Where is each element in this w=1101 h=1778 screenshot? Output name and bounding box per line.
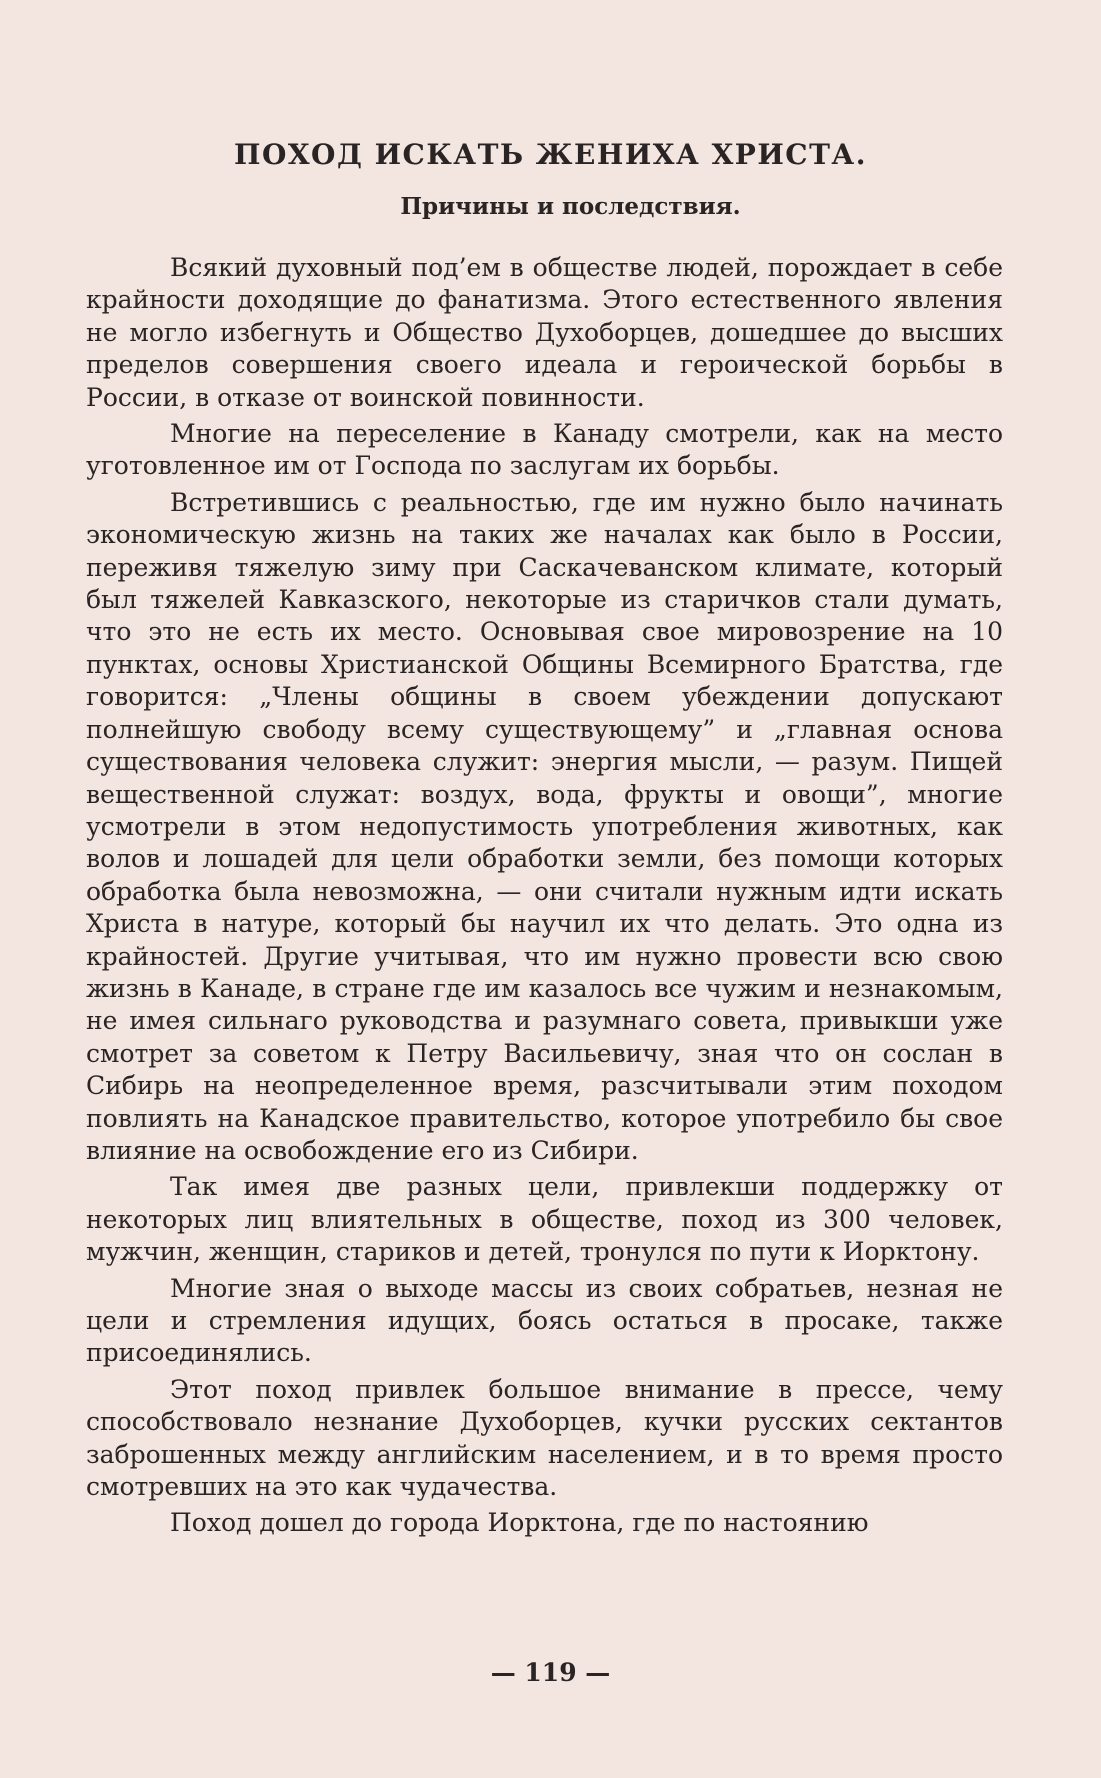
body-text [86,252,1003,1544]
paragraph: Этот поход привлек большое внимание в прессе, чему способствовало незнание Духоборцев, кучки русских сектантов заброшенных между английским населением, и в то время просто смотревших на это как чудачества. [86,1374,1003,1502]
chapter-title: ПОХОД ИСКАТЬ ЖЕНИХА ХРИСТА. [234,138,867,171]
paragraph: Поход дошел до города Иорктона, где по настоянию [170,1508,869,1538]
paragraph: Так имея две разных цели, привлекши поддержку от некоторых лиц влиятельных в обществе, поход из 300 человек, мужчин, женщин, стариков и детей, тронулся по пути к Иорктону. [86,1172,1003,1267]
paragraph: Всякий духовный под’ем в обществе людей, порождает в себе крайности доходящие до фанатизма. Этого естественного явления не могло избегнуть и Общество Духоборцев, дошедшее до высших пределов совершения своего идеала и героической борьбы в России, в отказе от воинской повинности. [86,253,1003,412]
paragraph: Многие на переселение в Канаду смотрели, как на место уготовленное им от Господа по заслугам их борьбы. [86,419,1003,481]
page-number: — 119 — [490,1658,611,1687]
paragraph: Многие зная о выходе массы из своих собратьев, незная не цели и стремления идущих, боясь остаться в просаке, также присоединялись. [86,1273,1003,1368]
paragraph: Встретившись с реальностью, где им нужно было начинать экономическую жизнь на таких же началах как было в России, переживя тяжелую зиму при Саскачеванском климате, который был тяжелей Кавказского, некоторые из старичков стали думать, что это не есть их место. Основывая свое мировозрение на 10 пунктах, основы Христианской Общины Всемирного Братства, где говорится: „Члены общины в своем убеждении допускают полнейшую свободу всему существующему” и „главная основа существования человека служит: энергия мысли, — разум. Пищей вещественной служат: воздух, вода, фрукты и овощи”, многие усмотрели в этом недопустимость употребления животных, как волов и лошадей для цели обработки земли, без помощи которых обработка была невозможна, — они считали нужным идти искать Христа в натуре, который бы научил их что делать. Это одна из крайностей. Другие учитывая, что им нужно провести всю свою жизнь в Канаде, в стране где им казалось все чужим и незнакомым, не имея сильнаго руководства и разумнаго совета, привыкши уже смотрет за советом к Петру Васильевичу, зная что он сослан в Сибирь на неопределенное время, разсчитывали этим походом повлиять на Канадское правительство, которое употребило бы свое влияние на освобождение его из Сибири. [86,487,1003,1165]
chapter-subtitle: Причины и последствия. [400,193,741,220]
